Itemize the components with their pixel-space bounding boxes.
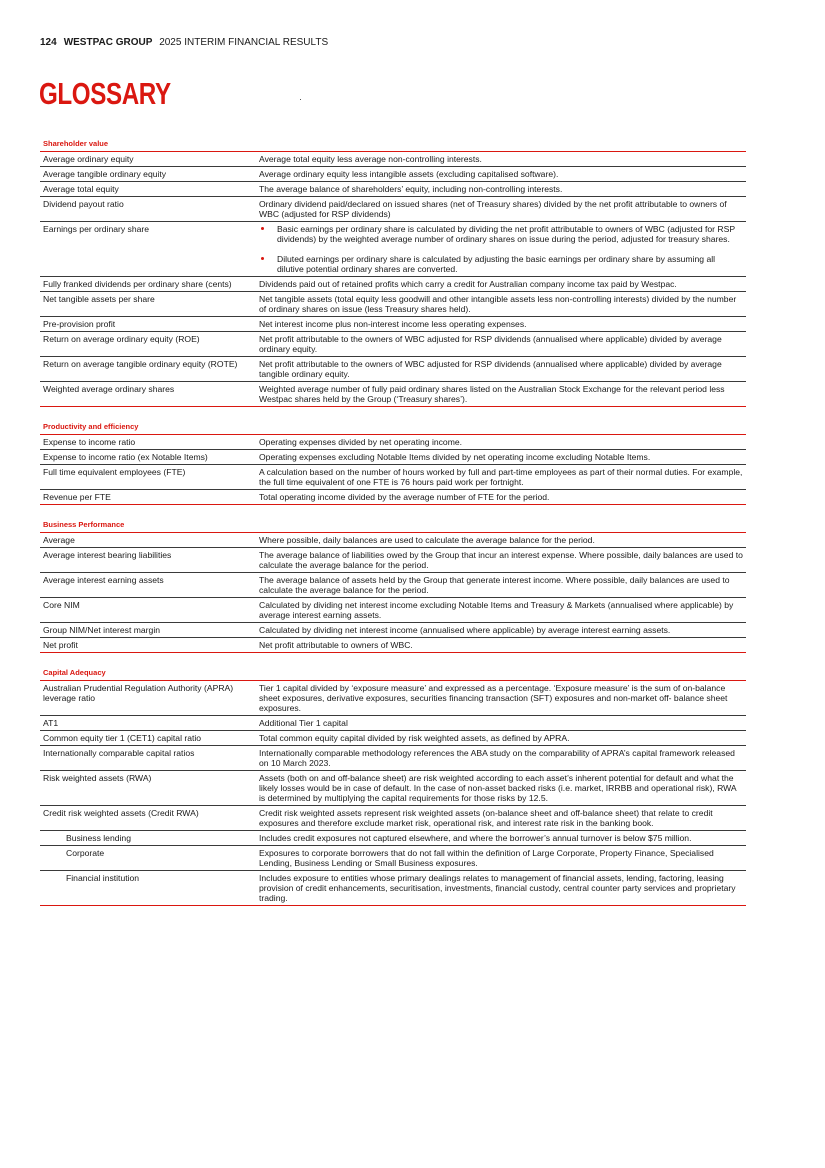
glossary-term: Pre-provision profit bbox=[40, 317, 253, 332]
glossary-definition: A calculation based on the number of hours worked by full and part-time employees as part of their normal duties. For example, the full time equivalent of one FTE is 76 hours paid work per fortnight. bbox=[253, 465, 746, 490]
glossary-term: Internationally comparable capital ratios bbox=[40, 746, 253, 771]
glossary-definition: Average total equity less average non-controlling interests. bbox=[253, 152, 746, 167]
glossary-definition: Net profit attributable to the owners of WBC adjusted for RSP dividends (annualised where applicable) divided by average tangible ordinary equity. bbox=[253, 357, 746, 382]
glossary-definition: Net profit attributable to owners of WBC. bbox=[253, 638, 746, 653]
table-row bbox=[40, 746, 746, 771]
glossary-term: Group NIM/Net interest margin bbox=[40, 623, 253, 638]
glossary-definition: Total operating income divided by the average number of FTE for the period. bbox=[253, 490, 746, 505]
glossary-term: Return on average ordinary equity (ROE) bbox=[40, 332, 253, 357]
glossary-term: Expense to income ratio bbox=[40, 435, 253, 450]
glossary-term: Average tangible ordinary equity bbox=[40, 167, 253, 182]
table-row bbox=[40, 197, 746, 222]
glossary-definition: Credit risk weighted assets represent risk weighted assets (on-balance sheet and off-balance sheet) that relate to credit exposures and therefore exclude market risk, operational risk, and interest rate risk in the banking book. bbox=[253, 806, 746, 831]
glossary-definition: Calculated by dividing net interest income (annualised where applicable) by average interest earning assets. bbox=[253, 623, 746, 638]
glossary-definition: Exposures to corporate borrowers that do not fall within the definition of Large Corporate, Property Finance, Specialised Lending, Business Lending or Small Business exposures. bbox=[253, 846, 746, 871]
section-heading: Business Performance bbox=[40, 517, 746, 533]
table-row bbox=[40, 573, 746, 598]
glossary-definition: Net profit attributable to the owners of WBC adjusted for RSP dividends (annualised where applicable) divided by average ordinary equity. bbox=[253, 332, 746, 357]
glossary-definition: Additional Tier 1 capital bbox=[253, 716, 746, 731]
table-row bbox=[40, 831, 746, 846]
glossary-term: Business lending bbox=[40, 831, 253, 846]
glossary-table bbox=[40, 435, 746, 505]
glossary-term: Financial institution bbox=[40, 871, 253, 906]
section-capital-adequacy bbox=[40, 665, 746, 906]
glossary-term: Expense to income ratio (ex Notable Items) bbox=[40, 450, 253, 465]
glossary-definition: Tier 1 capital divided by ‘exposure measure’ and expressed as a percentage. ‘Exposure measure’ is the sum of on-balance sheet exposures, derivative exposures, securities financing transaction (SFT) exposures and non-market off- balance sheet exposures. bbox=[253, 681, 746, 716]
glossary-term: Core NIM bbox=[40, 598, 253, 623]
glossary-definition: Net interest income plus non-interest income less operating expenses. bbox=[253, 317, 746, 332]
section-heading: Productivity and efficiency bbox=[40, 419, 746, 435]
section-heading: Capital Adequacy bbox=[40, 665, 746, 681]
glossary-definition: Includes exposure to entities whose primary dealings relates to management of financial assets, lending, factoring, leasing provision of credit enhancements, securitisation, investments, financial custody, central counter party services and proprietary trading. bbox=[253, 871, 746, 906]
table-row bbox=[40, 382, 746, 407]
glossary-term: Australian Prudential Regulation Authority (APRA) leverage ratio bbox=[40, 681, 253, 716]
page-number: 124 bbox=[40, 37, 57, 48]
table-row bbox=[40, 598, 746, 623]
glossary-term: AT1 bbox=[40, 716, 253, 731]
glossary-term: Credit risk weighted assets (Credit RWA) bbox=[40, 806, 253, 831]
table-row bbox=[40, 716, 746, 731]
table-row bbox=[40, 731, 746, 746]
decorative-dot bbox=[300, 99, 301, 100]
glossary-definition: The average balance of assets held by the Group that generate interest income. Where possible, daily balances are used to calculate the average balance for the period. bbox=[253, 573, 746, 598]
table-row bbox=[40, 846, 746, 871]
glossary-definition: Operating expenses divided by net operating income. bbox=[253, 435, 746, 450]
table-row bbox=[40, 465, 746, 490]
glossary-definition: Calculated by dividing net interest income excluding Notable Items and Treasury & Markets (annualised where applicable) by average interest earning assets. bbox=[253, 598, 746, 623]
glossary-term: Average interest earning assets bbox=[40, 573, 253, 598]
glossary-definition: Includes credit exposures not captured elsewhere, and where the borrower’s annual turnover is below $75 million. bbox=[253, 831, 746, 846]
glossary-term: Average ordinary equity bbox=[40, 152, 253, 167]
glossary-term: Average total equity bbox=[40, 182, 253, 197]
page-title: GLOSSARY bbox=[39, 76, 171, 111]
table-row bbox=[40, 871, 746, 906]
glossary-definition: Average ordinary equity less intangible assets (excluding capitalised software). bbox=[253, 167, 746, 182]
table-row bbox=[40, 435, 746, 450]
table-row bbox=[40, 292, 746, 317]
glossary-term: Fully franked dividends per ordinary share (cents) bbox=[40, 277, 253, 292]
glossary-term: Net profit bbox=[40, 638, 253, 653]
table-row bbox=[40, 167, 746, 182]
glossary-term: Corporate bbox=[40, 846, 253, 871]
bullet-item: Diluted earnings per ordinary share is calculated by adjusting the basic earnings per ordinary share by assuming all dilutive potential ordinary shares are converted. bbox=[259, 254, 743, 274]
table-row bbox=[40, 490, 746, 505]
table-row bbox=[40, 638, 746, 653]
glossary-definition: Assets (both on and off-balance sheet) are risk weighted according to each asset’s inherent potential for default and what the likely losses would be in case of default. In the case of non-asset backed risks (i.e. market, IRRBB and operational risk), RWA is determined by multiplying the capital requirements for those risks by 12.5. bbox=[253, 771, 746, 806]
glossary-term: Average bbox=[40, 533, 253, 548]
section-business-performance bbox=[40, 517, 746, 653]
table-row bbox=[40, 548, 746, 573]
glossary-definition: Ordinary dividend paid/declared on issued shares (net of Treasury shares) divided by the net profit attributable to owners of WBC (adjusted for RSP dividends) bbox=[253, 197, 746, 222]
bullet-item: Basic earnings per ordinary share is calculated by dividing the net profit attributable to owners of WBC (adjusted for RSP dividends) by the weighted average number of ordinary shares on issue during the period, adjusted for treasury shares. bbox=[259, 224, 743, 244]
table-row bbox=[40, 450, 746, 465]
glossary-definition: Weighted average number of fully paid ordinary shares listed on the Australian Stock Exchange for the relevant period less Westpac shares held by the Group (‘Treasury shares’). bbox=[253, 382, 746, 407]
section-heading: Shareholder value bbox=[40, 136, 746, 152]
glossary-definition bbox=[253, 222, 746, 277]
page-header bbox=[40, 37, 328, 48]
section-productivity-and-efficiency bbox=[40, 419, 746, 505]
glossary-table bbox=[40, 681, 746, 906]
table-row bbox=[40, 623, 746, 638]
glossary-term: Return on average tangible ordinary equity (ROTE) bbox=[40, 357, 253, 382]
glossary-term: Net tangible assets per share bbox=[40, 292, 253, 317]
glossary-term: Weighted average ordinary shares bbox=[40, 382, 253, 407]
glossary bbox=[40, 136, 746, 918]
glossary-term: Revenue per FTE bbox=[40, 490, 253, 505]
glossary-term: Average interest bearing liabilities bbox=[40, 548, 253, 573]
table-row bbox=[40, 332, 746, 357]
section-shareholder-value bbox=[40, 136, 746, 407]
table-row bbox=[40, 317, 746, 332]
glossary-definition: Operating expenses excluding Notable Items divided by net operating income excluding Notable Items. bbox=[253, 450, 746, 465]
glossary-definition: Where possible, daily balances are used to calculate the average balance for the period. bbox=[253, 533, 746, 548]
glossary-definition: Internationally comparable methodology references the ABA study on the comparability of APRA’s capital framework released on 10 March 2023. bbox=[253, 746, 746, 771]
table-row bbox=[40, 806, 746, 831]
glossary-table bbox=[40, 533, 746, 653]
table-row bbox=[40, 771, 746, 806]
glossary-term: Full time equivalent employees (FTE) bbox=[40, 465, 253, 490]
glossary-definition: Net tangible assets (total equity less goodwill and other intangible assets less non-controlling interests) divided by the number of ordinary shares on issue (less Treasury shares held). bbox=[253, 292, 746, 317]
glossary-term: Earnings per ordinary share bbox=[40, 222, 253, 277]
table-row bbox=[40, 222, 746, 277]
glossary-definition: Dividends paid out of retained profits which carry a credit for Australian company income tax paid by Westpac. bbox=[253, 277, 746, 292]
table-row bbox=[40, 357, 746, 382]
report-title: 2025 INTERIM FINANCIAL RESULTS bbox=[159, 37, 329, 48]
glossary-definition: The average balance of liabilities owed by the Group that incur an interest expense. Where possible, daily balances are used to calculate the average balance for the period. bbox=[253, 548, 746, 573]
glossary-term: Common equity tier 1 (CET1) capital ratio bbox=[40, 731, 253, 746]
glossary-term: Dividend payout ratio bbox=[40, 197, 253, 222]
table-row bbox=[40, 277, 746, 292]
glossary-term: Risk weighted assets (RWA) bbox=[40, 771, 253, 806]
table-row bbox=[40, 182, 746, 197]
table-row bbox=[40, 152, 746, 167]
table-row bbox=[40, 533, 746, 548]
bullet-list bbox=[259, 224, 743, 274]
table-row bbox=[40, 681, 746, 716]
brand-name: WESTPAC GROUP bbox=[63, 37, 153, 48]
glossary-table bbox=[40, 152, 746, 407]
glossary-definition: Total common equity capital divided by risk weighted assets, as defined by APRA. bbox=[253, 731, 746, 746]
glossary-definition: The average balance of shareholders’ equity, including non-controlling interests. bbox=[253, 182, 746, 197]
